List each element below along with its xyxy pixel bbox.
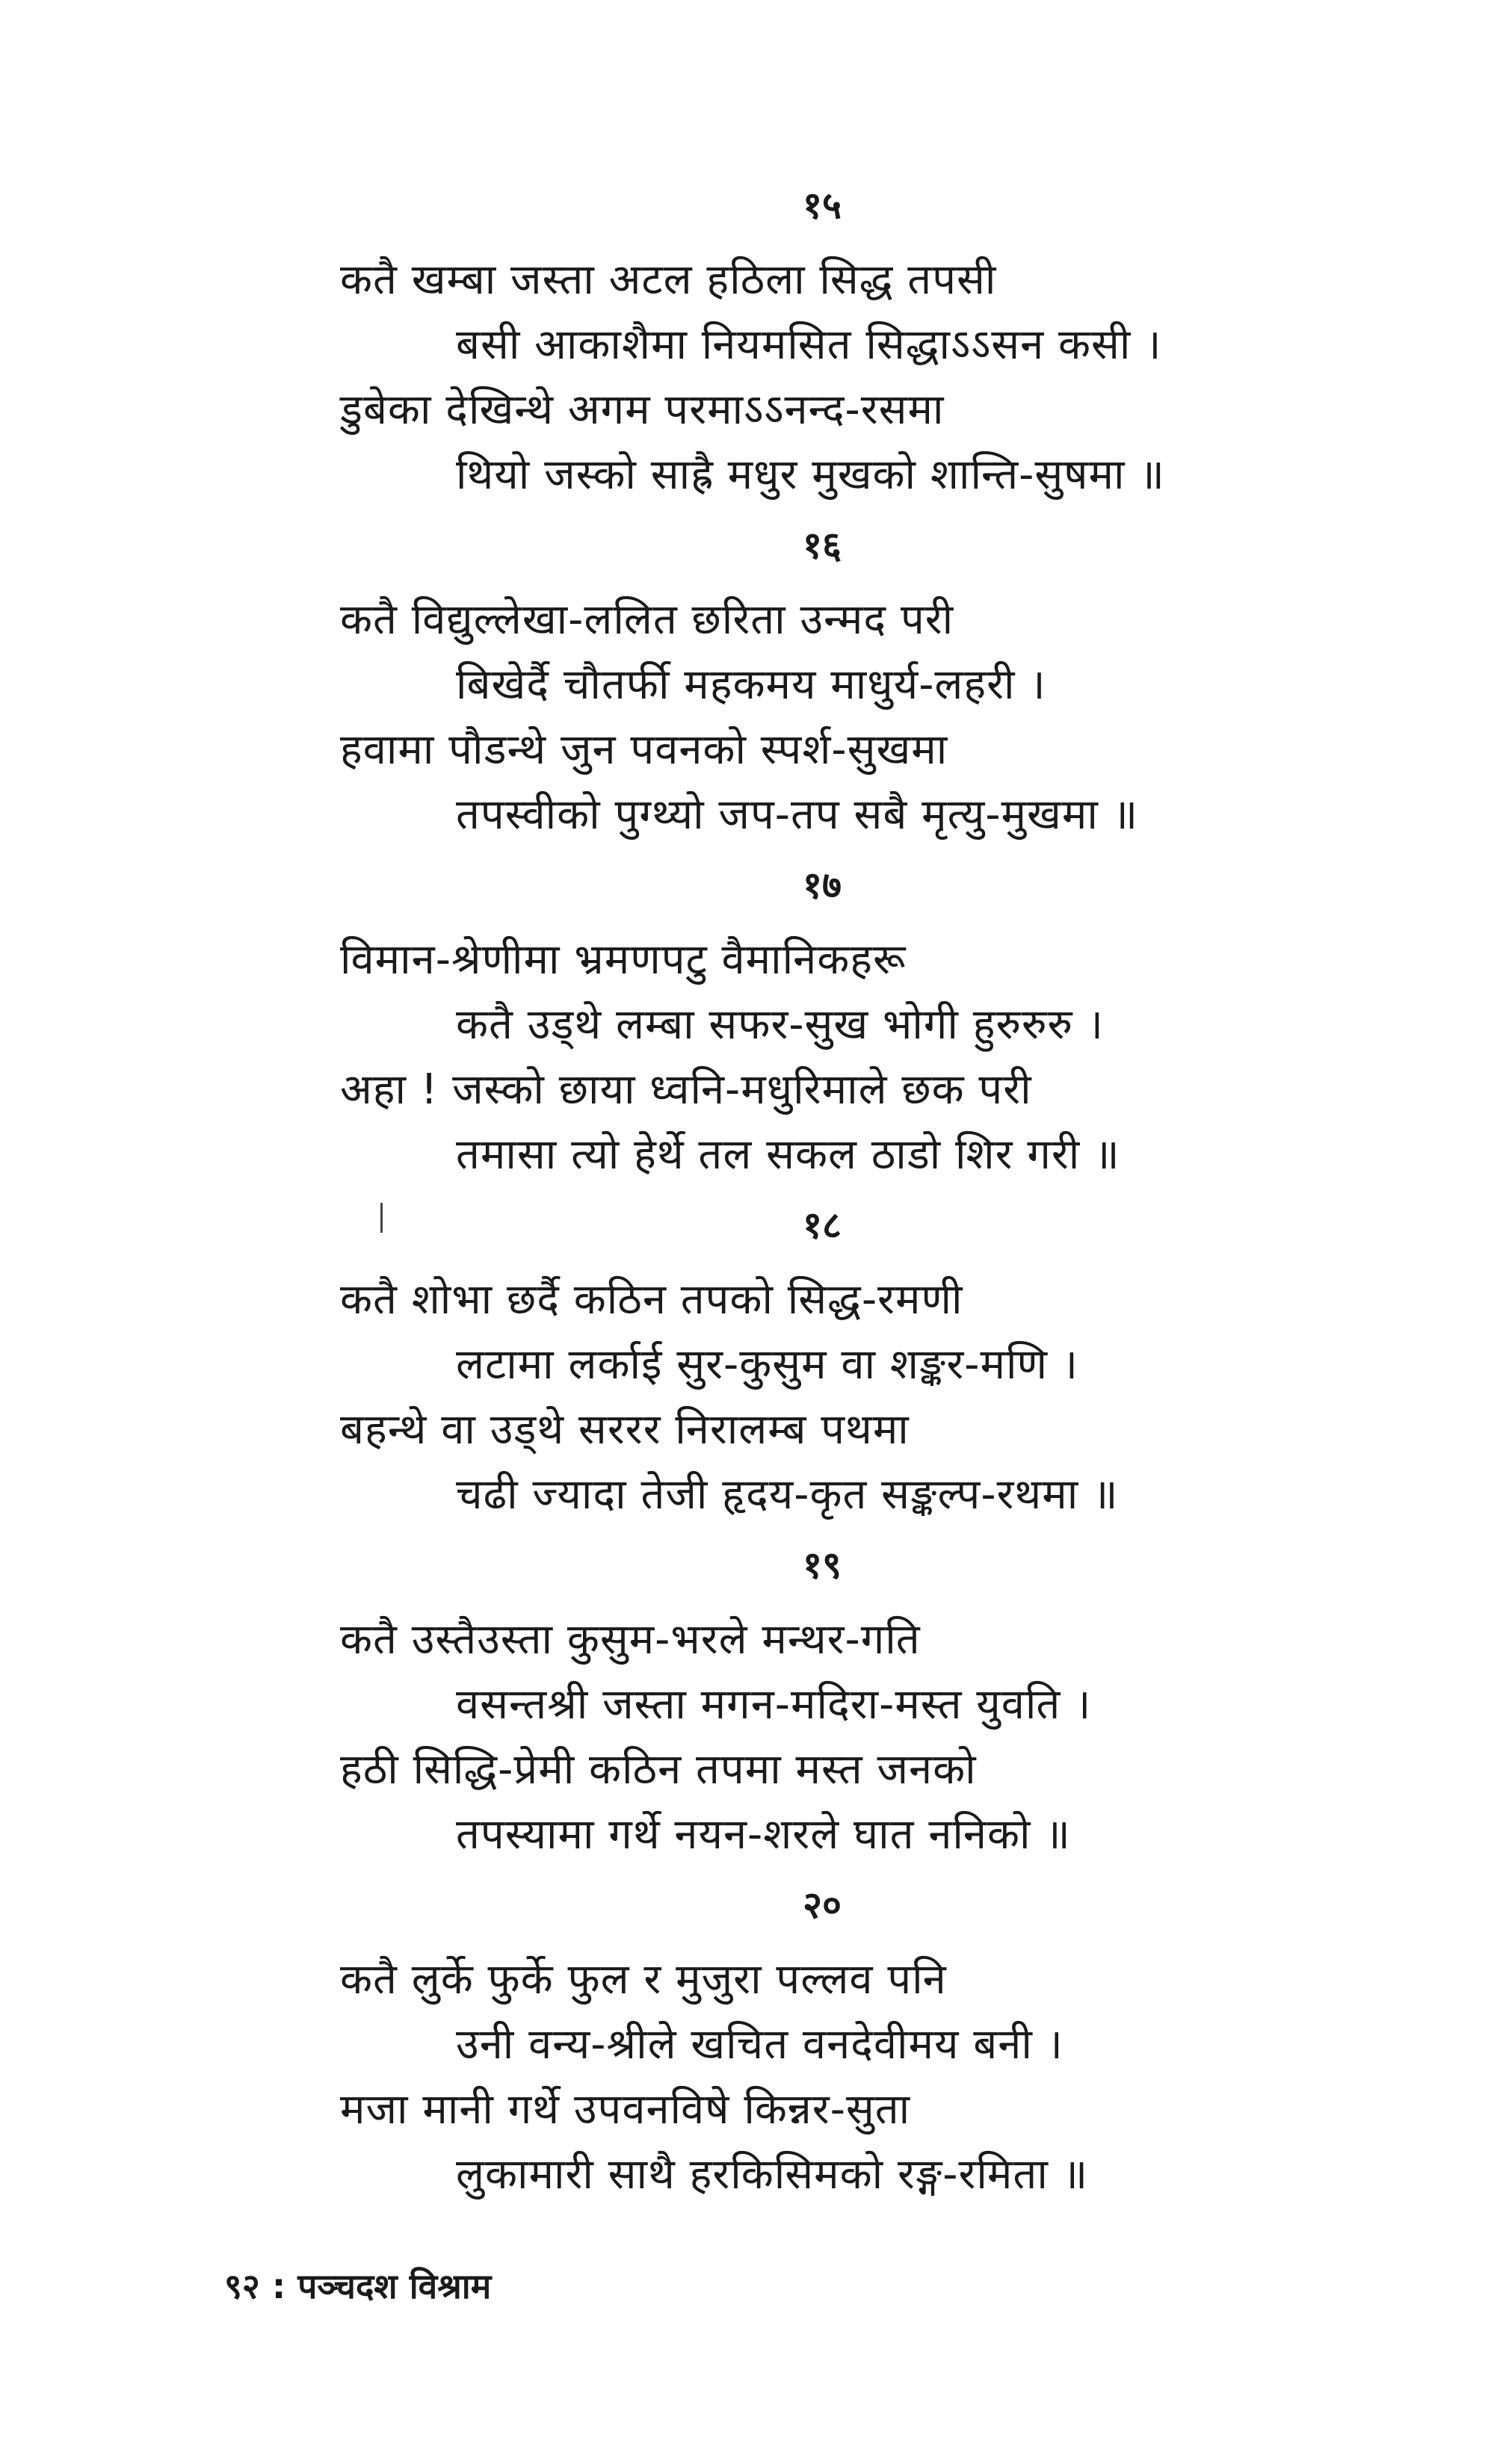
verse-line: कतै विद्युल्लेखा-ललित छरिता उन्मद परी (340, 595, 954, 644)
verse-line: विमान-श्रेणीमा भ्रमणपटु वैमानिकहरू (340, 935, 907, 984)
verse-line: डुबेका देखिन्थे अगम परमाऽऽनन्द-रसमा (340, 386, 945, 434)
stanza-number: १५ (803, 184, 842, 227)
stanza-number: १८ (803, 1204, 842, 1247)
verse-line: कतै उड्थे लम्बा सफर-सुख भोगी हुरुरुरु । (456, 1000, 1104, 1049)
verse-line: मजा मानी गर्थे उपवनविषे किन्नर-सुता (340, 2085, 911, 2134)
verse-line: वसन्तश्री जस्ता मगन-मदिरा-मस्त युवति । (456, 1680, 1092, 1729)
verse-line: थियो जस्को साह्रै मधुर मुखको शान्ति-सुषमा ॥ (456, 451, 1165, 499)
verse-line: बहन्थे वा उड्थे सररर निरालम्ब पथमा (340, 1405, 910, 1454)
verse-line: चढी ज्यादा तेजी हृदय-कृत सङ्कल्प-रथमा ॥ (456, 1470, 1119, 1519)
verse-line: कतै खम्बा जस्ता अटल हठिला सिद्ध तपसी (340, 256, 997, 304)
verse-line: कतै लुर्के फुर्के फुल र मुजुरा पल्लव पनि (340, 1955, 947, 2004)
stanza-number: १६ (803, 524, 842, 567)
verse-line: तपस्यामा गर्थे नयन-शरले घात ननिको ॥ (456, 1810, 1071, 1859)
verse-line: कतै शोभा छर्दै कठिन तपको सिद्ध-रमणी (340, 1275, 963, 1324)
verse-line: उनी वन्य-श्रीले खचित वनदेवीमय बनी । (456, 2020, 1064, 2069)
verse-line: अहा ! जस्को छाया ध्वनि-मधुरिमाले छक परी (340, 1065, 1032, 1114)
margin-mark (380, 1203, 383, 1233)
verse-line: कतै उस्तैउस्ता कुसुम-भरले मन्थर-गति (340, 1615, 921, 1664)
stanza-number: २० (803, 1883, 842, 1927)
verse-line: तपस्वीको पुग्थ्यो जप-तप सबै मृत्यु-मुखमा ॥ (456, 790, 1139, 839)
verse-line: लटामा लर्काई सुर-कुसुम वा शङ्कर-मणि । (456, 1340, 1078, 1389)
verse-line: हवामा पौडन्थे जुन पवनको स्पर्श-सुखमा (340, 725, 948, 774)
verse-line: बसी आकाशैमा नियमसित सिद्धाऽऽसन कसी । (456, 321, 1162, 369)
verse-line: लुकामारी साथै हरकिसिमको रङ्ग-रमिता ॥ (456, 2150, 1089, 2199)
verse-line: बिखेर्दै चौतर्फी महकमय माधुर्य-लहरी । (456, 660, 1046, 709)
stanza-number: १९ (803, 1544, 842, 1587)
page-footer: ९२ : पञ्चदश विश्राम (224, 2266, 492, 2306)
stanza-number: १७ (803, 864, 842, 907)
verse-line: हठी सिद्धि-प्रेमी कठिन तपमा मस्त जनको (340, 1745, 977, 1794)
verse-line: तमासा त्यो हेर्थे तल सकल ठाडो शिर गरी ॥ (456, 1130, 1120, 1179)
